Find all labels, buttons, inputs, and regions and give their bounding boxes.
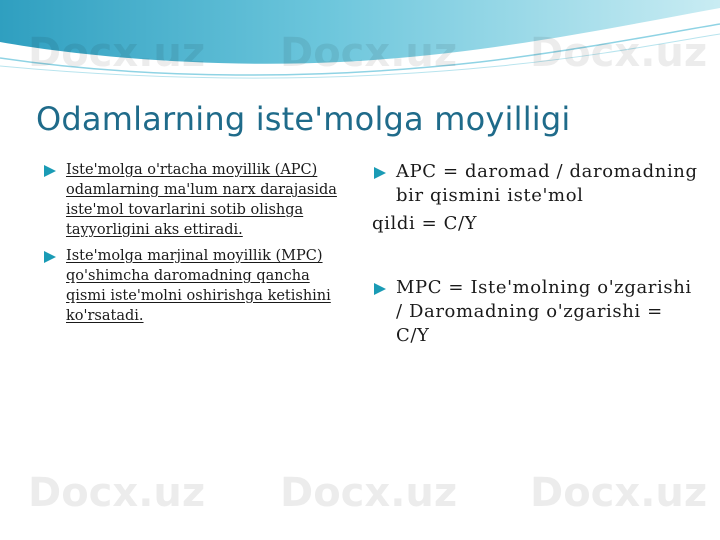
apc-formula-continuation: qildi = C/Y [372, 213, 478, 234]
bullet-mpc-formula [372, 276, 702, 348]
triangle-bullet-icon [42, 163, 58, 179]
watermark: Docx.uz [28, 30, 206, 76]
watermark: Docx.uz [280, 30, 458, 76]
apc-formula-text: APC = daromad / daromadning bir qismini iste'mol [396, 161, 698, 206]
triangle-bullet-icon [372, 165, 388, 181]
right-column [372, 160, 702, 348]
mpc-formula-text: MPC = Iste'molning o'zgarishi / Daromadning o'zgarishi = C/Y [396, 277, 692, 346]
watermark: Docx.uz [530, 470, 708, 516]
left-column [42, 160, 347, 326]
bullet-apc-definition [42, 160, 347, 240]
watermark: Docx.uz [280, 470, 458, 516]
bullet-text: Iste'molga o'rtacha moyillik (APC) odamlarning ma'lum narx darajasida iste'mol tovarlarini sotib olishga tayyorligini aks ettiradi. [66, 162, 337, 238]
watermark: Docx.uz [530, 30, 708, 76]
triangle-bullet-icon [372, 281, 388, 297]
bullet-apc-formula [372, 160, 702, 208]
bullet-text: Iste'molga marjinal moyillik (MPC) qo'shimcha daromadning qancha qismi iste'molni oshirishga ketishini ko'rsatadi. [66, 248, 331, 324]
bullet-mpc-definition [42, 246, 347, 326]
watermark: Docx.uz [28, 470, 206, 516]
slide-title: Odamlarning iste'molga moyilligi [36, 100, 571, 138]
triangle-bullet-icon [42, 249, 58, 265]
